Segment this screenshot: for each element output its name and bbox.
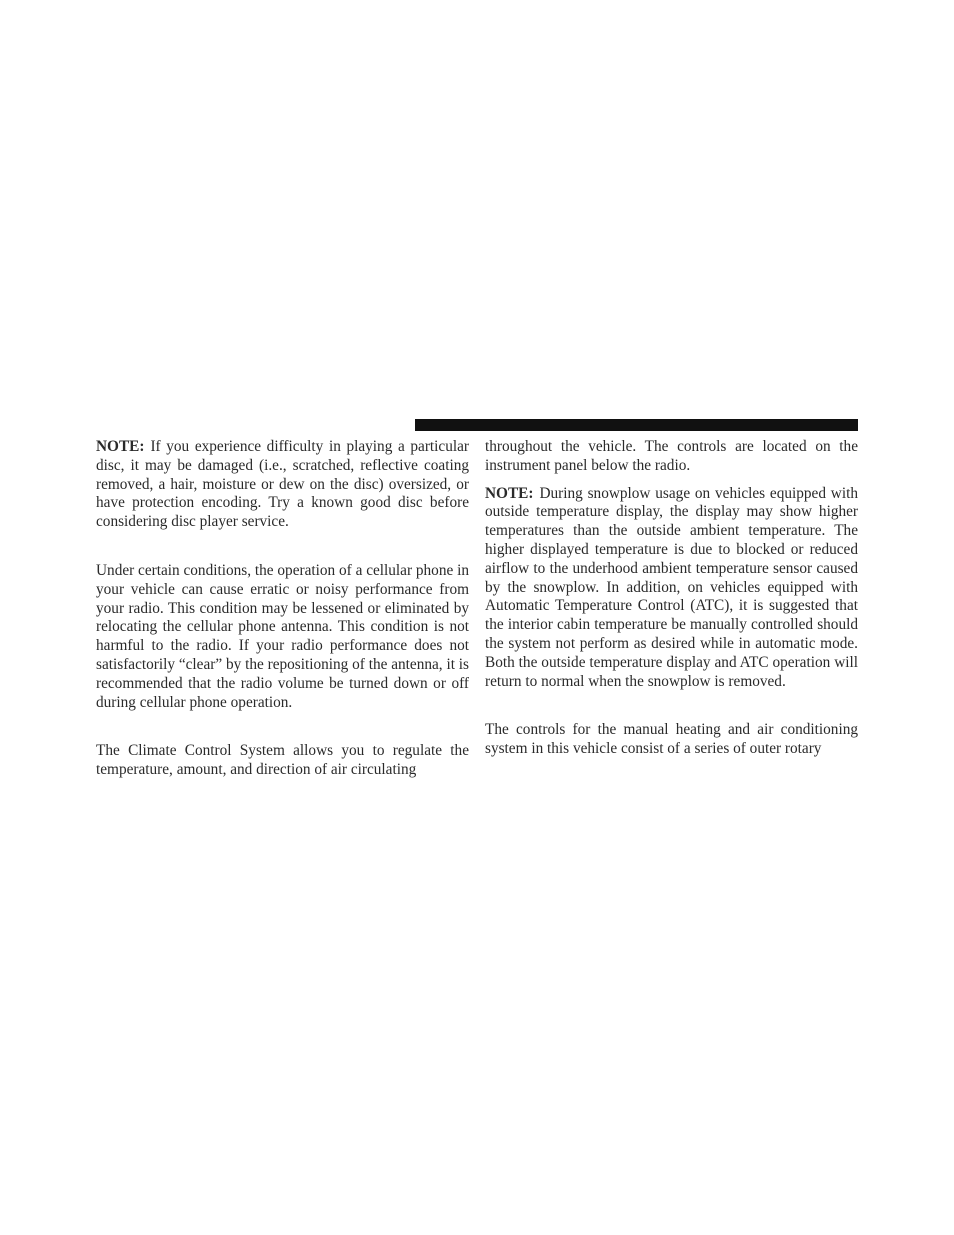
paragraph-climate-continued: throughout the vehicle. The controls are located on the instrument panel below the radio.	[485, 438, 858, 474]
note-disc-playback	[96, 438, 469, 532]
note-text: During snowplow usage on vehicles equipped with outside temperature display, the display may show higher temperatures than the outside ambient temperature. The higher displayed temperature is due to blocked or reduced airflow to the underhood ambient temperature sensor caused by the snowplow. In addition, on vehicles equipped with Automatic Temperature Control (ATC), it is suggested that the interior cabin temperature be manually controlled should the system not perform as desired while in automatic mode. Both the outside temperature display and ATC operation will return to normal when the snowplow is removed.	[485, 484, 858, 690]
paragraph-cellular-phone: Under certain conditions, the operation of a cellular phone in your vehicle can cause erratic or noisy performance from your radio. This condition may be lessened or eliminated by relocating the cellular phone antenna. This condition is not harmful to the radio. If your radio performance does not satisfactorily “clear” by the repositioning of the antenna, it is recommended that the radio volume be turned down or off during cellular phone operation.	[96, 561, 469, 711]
section-header-bar	[415, 419, 858, 431]
note-label: NOTE:	[485, 484, 534, 502]
paragraph-climate-control: The Climate Control System allows you to regulate the temperature, amount, and direction of air circulating	[96, 742, 469, 779]
right-column	[485, 438, 858, 759]
note-label: NOTE:	[96, 438, 145, 455]
paragraph-manual-controls: The controls for the manual heating and air conditioning system in this vehicle consist of a series of outer rotary	[485, 721, 858, 758]
left-column	[96, 438, 469, 780]
note-text: If you experience difficulty in playing a particular disc, it may be damaged (i.e., scratched, reflective coating removed, a hair, moisture or dew on the disc) oversized, or have protection encoding. Try a known good disc before considering disc player service.	[96, 438, 469, 531]
note-snowplow	[485, 485, 858, 692]
